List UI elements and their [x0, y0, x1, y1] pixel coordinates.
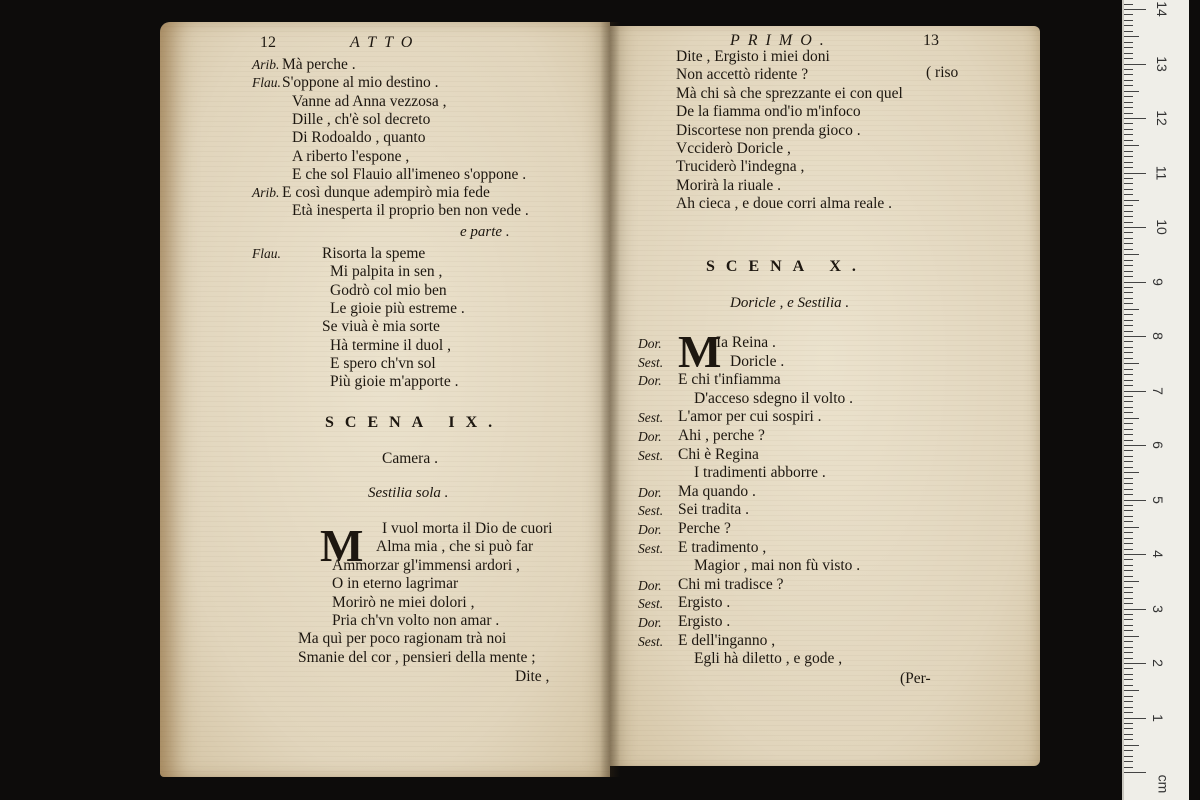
verse-line: Discortese non prenda gioco .: [676, 121, 861, 139]
ruler-tick: [1124, 352, 1133, 353]
ruler-tick: [1124, 341, 1133, 342]
verse-line: Pria ch'vn volto non amar .: [332, 612, 500, 629]
dialogue-line: Sei tradita .: [678, 501, 750, 519]
ruler-tick: [1124, 287, 1133, 288]
ruler-tick: [1124, 756, 1133, 757]
open-book: [160, 22, 1060, 777]
ruler-tick: [1124, 598, 1133, 599]
ruler-tick: [1124, 445, 1146, 446]
ruler-tick: [1124, 647, 1133, 648]
ruler-tick: [1124, 85, 1133, 86]
drop-cap: M: [678, 326, 722, 377]
speaker-label: Sest.: [638, 410, 664, 426]
running-header: PRIMO.: [730, 32, 832, 49]
scene-title: SCENA IX.: [325, 414, 504, 431]
ruler-tick: [1124, 500, 1146, 501]
ruler-tick: [1124, 538, 1133, 539]
speaker-label: Sest.: [638, 596, 664, 612]
ruler-tick: [1124, 510, 1133, 511]
ruler-tick: [1124, 380, 1133, 381]
ruler-number: 10: [1153, 219, 1170, 235]
verse-line: Età inesperta il proprio ben non vede .: [292, 202, 529, 220]
ruler-number: 3: [1149, 604, 1166, 613]
ruler-tick: [1124, 391, 1146, 392]
ruler-tick: [1124, 401, 1133, 402]
ruler-number: 2: [1149, 659, 1166, 667]
ruler-unit-label: cm: [1155, 774, 1172, 794]
verse-line: Mà chi sà che sprezzante ei con quel: [676, 84, 903, 102]
dialogue-line: Ergisto .: [678, 613, 731, 630]
verse-line: Godrò col mio ben: [330, 281, 447, 299]
verse-line: Mi palpita in sen ,: [330, 263, 443, 281]
ruler-tick: [1124, 707, 1133, 708]
ruler-tick: [1124, 64, 1146, 65]
ruler-tick: [1124, 156, 1133, 157]
ruler-tick: [1124, 107, 1133, 108]
right-page: [610, 26, 1040, 766]
ruler-tick: [1124, 303, 1133, 304]
ruler-tick: [1124, 412, 1133, 413]
ruler-tick: [1124, 53, 1133, 54]
ruler-tick: [1124, 658, 1133, 659]
ruler-tick: [1124, 91, 1139, 92]
verse-line: Ma quì per poco ragionam trà noi: [298, 630, 507, 648]
ruler-tick: [1124, 554, 1146, 555]
ruler-tick: [1124, 363, 1139, 364]
ruler-tick: [1124, 178, 1133, 179]
speaker-label: Flau.: [252, 75, 281, 91]
ruler-tick: [1124, 494, 1133, 495]
ruler-tick: [1124, 4, 1133, 5]
ruler-tick: [1124, 549, 1133, 550]
measurement-ruler: [1122, 0, 1189, 800]
speaker-label: Dor.: [638, 577, 662, 593]
ruler-tick: [1124, 96, 1133, 97]
ruler-tick: [1124, 723, 1133, 724]
ruler-tick: [1124, 396, 1133, 397]
ruler-number: 1: [1149, 713, 1166, 722]
catchword: Dite ,: [515, 668, 550, 685]
speaker-label: Dor.: [638, 429, 662, 444]
speaker-label: Arib.: [252, 185, 280, 201]
ruler-tick: [1124, 521, 1133, 522]
verse-line: S'oppone al mio destino .: [282, 74, 439, 92]
ruler-tick: [1124, 134, 1133, 135]
ruler-tick: [1124, 734, 1133, 735]
ruler-tick: [1124, 314, 1133, 315]
left-page: [160, 22, 610, 777]
ruler-tick: [1124, 292, 1133, 293]
ruler-tick: [1124, 619, 1133, 620]
ruler-tick: [1124, 668, 1133, 669]
verse-line: E così dunque adempirò mia fede: [282, 184, 490, 202]
speaker-label: Sest.: [638, 633, 664, 649]
dialogue-line: E tradimento ,: [678, 538, 767, 556]
ruler-tick: [1124, 532, 1133, 533]
ruler-tick: [1124, 129, 1133, 130]
ruler-tick: [1124, 113, 1133, 114]
dialogue-line: L'amor per cui sospiri .: [678, 408, 822, 426]
ruler-number: 9: [1149, 277, 1166, 286]
verse-line: Vcciderò Doricle ,: [676, 140, 791, 157]
ruler-tick: [1124, 423, 1133, 424]
ruler-tick: [1124, 505, 1133, 506]
ruler-tick: [1124, 74, 1133, 75]
ruler-number: 8: [1149, 332, 1166, 340]
ruler-tick: [1124, 581, 1139, 582]
book-gutter: [600, 22, 620, 777]
ruler-tick: [1124, 325, 1133, 326]
ruler-tick: [1124, 641, 1133, 642]
ruler-tick: [1124, 265, 1133, 266]
ruler-tick: [1124, 440, 1133, 441]
ruler-tick: [1124, 331, 1133, 332]
ruler-tick: [1124, 42, 1133, 43]
ruler-tick: [1124, 211, 1133, 212]
ruler-tick: [1124, 739, 1133, 740]
ruler-tick: [1124, 467, 1133, 468]
ruler-tick: [1124, 603, 1133, 604]
ruler-tick: [1124, 478, 1133, 479]
ruler-tick: [1124, 25, 1133, 26]
ruler-tick: [1124, 407, 1133, 408]
speaker-label: Sest.: [638, 503, 664, 519]
ruler-tick: [1124, 31, 1133, 32]
ruler-tick: [1124, 298, 1133, 299]
speaker-label: Dor.: [638, 336, 662, 351]
ruler-number: 4: [1149, 550, 1166, 558]
dialogue-line: Perche ?: [678, 520, 731, 537]
verse-line: Ah cieca , e doue corri alma reale .: [676, 195, 893, 213]
ruler-number: 7: [1149, 386, 1166, 395]
verse-line: Truciderò l'indegna ,: [676, 158, 805, 176]
verse-line: Dite , Ergisto i miei doni: [676, 48, 830, 65]
ruler-tick: [1124, 14, 1133, 15]
speaker-label: Dor.: [638, 484, 662, 500]
ruler-tick: [1124, 118, 1146, 119]
ruler-tick: [1124, 712, 1133, 713]
ruler-number: 11: [1153, 165, 1170, 180]
ruler-tick: [1124, 543, 1133, 544]
dialogue-line: Doricle .: [730, 352, 785, 370]
ruler-tick: [1124, 652, 1133, 653]
ruler-number: 6: [1149, 441, 1166, 449]
dialogue-line: I tradimenti abborre .: [694, 464, 826, 482]
ruler-tick: [1124, 374, 1133, 375]
speaker-label: Dor.: [638, 373, 662, 389]
ruler-tick: [1124, 483, 1133, 484]
ruler-tick: [1124, 527, 1139, 528]
ruler-tick: [1124, 151, 1133, 152]
ruler-tick: [1124, 47, 1133, 48]
page-number: 12: [260, 34, 276, 51]
ruler-tick: [1124, 80, 1133, 81]
ruler-tick: [1124, 271, 1133, 272]
speaker-label: Sest.: [638, 354, 664, 370]
ruler-tick: [1124, 227, 1146, 228]
ruler-tick: [1124, 674, 1133, 675]
dialogue-line: Ergisto .: [678, 594, 731, 612]
drop-cap: M: [320, 520, 364, 571]
ruler-tick: [1124, 276, 1133, 277]
verse-line: Mà perche .: [282, 56, 356, 73]
ruler-tick: [1124, 701, 1133, 702]
ruler-tick: [1124, 450, 1133, 451]
verse-line: Morirò ne miei dolori ,: [332, 593, 475, 611]
ruler-tick: [1124, 570, 1133, 571]
scene-setting: Camera .: [382, 450, 438, 467]
verse-line: Le gioie più estreme .: [330, 299, 465, 317]
ruler-tick: [1124, 140, 1133, 141]
ruler-tick: [1124, 609, 1146, 610]
page-number: 13: [923, 32, 939, 49]
ruler-tick: [1124, 614, 1133, 615]
ruler-tick: [1124, 282, 1146, 283]
ruler-tick: [1124, 254, 1139, 255]
ruler-tick: [1124, 728, 1133, 729]
verse-line: Dille , ch'è sol decreto: [292, 110, 431, 128]
ruler-tick: [1124, 685, 1133, 686]
ruler-tick: [1124, 20, 1133, 21]
ruler-tick: [1124, 36, 1139, 37]
scene-characters: Doricle , e Sestilia .: [730, 295, 850, 311]
ruler-number: 13: [1153, 55, 1170, 72]
ruler-tick: [1124, 9, 1146, 10]
speaker-label: Dor.: [638, 615, 662, 630]
ruler-tick: [1124, 745, 1139, 746]
verse-line: e parte .: [460, 223, 510, 240]
ruler-tick: [1124, 750, 1133, 751]
verse-line: Di Rodoaldo , quanto: [292, 129, 426, 147]
ruler-tick: [1124, 385, 1133, 386]
ruler-tick: [1124, 238, 1133, 239]
ruler-number: 14: [1153, 1, 1170, 17]
ruler-tick: [1124, 162, 1133, 163]
speaker-label: Sest.: [638, 447, 664, 463]
ruler-tick: [1124, 260, 1133, 261]
ruler-tick: [1124, 772, 1146, 773]
ruler-tick: [1124, 761, 1133, 762]
ruler-tick: [1124, 576, 1133, 577]
ruler-tick: [1124, 249, 1133, 250]
catchword: (Per-: [900, 670, 931, 687]
ruler-tick: [1124, 216, 1133, 217]
dialogue-line: Ma quando .: [678, 482, 756, 500]
speaker-label: Arib.: [252, 57, 280, 72]
ruler-tick: [1124, 679, 1133, 680]
ruler-tick: [1124, 663, 1146, 664]
verse-line: E che sol Flauio all'imeneo s'oppone .: [292, 165, 527, 183]
ruler-tick: [1124, 58, 1133, 59]
verse-line: E spero ch'vn sol: [330, 354, 436, 372]
ruler-tick: [1124, 559, 1133, 560]
ruler-tick: [1124, 205, 1133, 206]
dialogue-line: Chi mi tradisce ?: [678, 575, 784, 593]
ruler-tick: [1124, 592, 1133, 593]
ruler-tick: [1124, 690, 1139, 691]
verse-line: Alma mia , che si può far: [376, 538, 534, 556]
ruler-tick: [1124, 336, 1146, 337]
ruler-tick: [1124, 243, 1133, 244]
speaker-label: Sest.: [638, 540, 664, 556]
dialogue-line: Magior , mai non fù visto .: [694, 557, 861, 575]
scene-characters: Sestilia sola .: [368, 485, 449, 501]
ruler-tick: [1124, 461, 1133, 462]
verse-line: Morirà la riuale .: [676, 176, 782, 194]
verse-line: A riberto l'espone ,: [292, 147, 410, 165]
verse-line: Smanie del cor , pensieri della mente ;: [298, 648, 536, 666]
ruler-number: 12: [1153, 110, 1170, 126]
verse-line: O in eterno lagrimar: [332, 575, 459, 593]
verse-line: Ammorzar gl'immensi ardori ,: [332, 556, 520, 574]
ruler-tick: [1124, 587, 1133, 588]
ruler-tick: [1124, 347, 1133, 348]
dialogue-line: D'acceso sdegno il volto .: [694, 389, 854, 407]
ruler-tick: [1124, 767, 1133, 768]
dialogue-line: Ahi , perche ?: [678, 427, 765, 444]
verse-line: Più gioie m'apporte .: [330, 373, 459, 391]
ruler-tick: [1124, 516, 1133, 517]
ruler-tick: [1124, 434, 1133, 435]
ruler-tick: [1124, 189, 1133, 190]
ruler-tick: [1124, 369, 1133, 370]
verse-line: Risorta la speme: [322, 245, 426, 262]
ruler-tick: [1124, 309, 1139, 310]
ruler-tick: [1124, 472, 1139, 473]
dialogue-line: Egli hà diletto , e gode ,: [694, 650, 843, 668]
running-header: ATTO: [350, 34, 421, 51]
ruler-tick: [1124, 456, 1133, 457]
ruler-tick: [1124, 320, 1133, 321]
verse-line: Non accettò ridente ?: [676, 66, 809, 84]
ruler-tick: [1124, 167, 1133, 168]
verse-line: Se viuà è mia sorte: [322, 318, 440, 336]
verse-line: Vanne ad Anna vezzosa ,: [292, 92, 447, 110]
ruler-tick: [1124, 123, 1133, 124]
dialogue-line: Chi è Regina: [678, 445, 759, 463]
verse-line: De la fiamma ond'io m'infoco: [676, 103, 861, 121]
ruler-tick: [1124, 183, 1133, 184]
verse-line: Hà termine il duol ,: [330, 336, 451, 354]
ruler-tick: [1124, 222, 1133, 223]
dialogue-line: Ia Reina .: [716, 334, 776, 351]
aside-text: ( riso: [926, 64, 959, 82]
verse-line: I vuol morta il Dio de cuori: [382, 520, 553, 537]
dialogue-line: E dell'inganno ,: [678, 631, 776, 649]
ruler-tick: [1124, 418, 1139, 419]
ruler-tick: [1124, 625, 1133, 626]
scene-title: SCENA X.: [706, 258, 867, 275]
ruler-tick: [1124, 200, 1139, 201]
ruler-tick: [1124, 145, 1139, 146]
ruler-tick: [1124, 194, 1133, 195]
dialogue-line: E chi t'infiamma: [678, 371, 781, 389]
ruler-tick: [1124, 636, 1139, 637]
ruler-tick: [1124, 718, 1146, 719]
ruler-tick: [1124, 173, 1146, 174]
ruler-tick: [1124, 565, 1133, 566]
ruler-tick: [1124, 232, 1133, 233]
ruler-tick: [1124, 102, 1133, 103]
ruler-tick: [1124, 358, 1133, 359]
ruler-number: 5: [1149, 495, 1166, 504]
speaker-label: Dor.: [638, 522, 662, 537]
ruler-tick: [1124, 489, 1133, 490]
ruler-tick: [1124, 69, 1133, 70]
ruler-tick: [1124, 696, 1133, 697]
ruler-tick: [1124, 429, 1133, 430]
ruler-tick: [1124, 630, 1133, 631]
speaker-label: Flau.: [252, 246, 281, 261]
